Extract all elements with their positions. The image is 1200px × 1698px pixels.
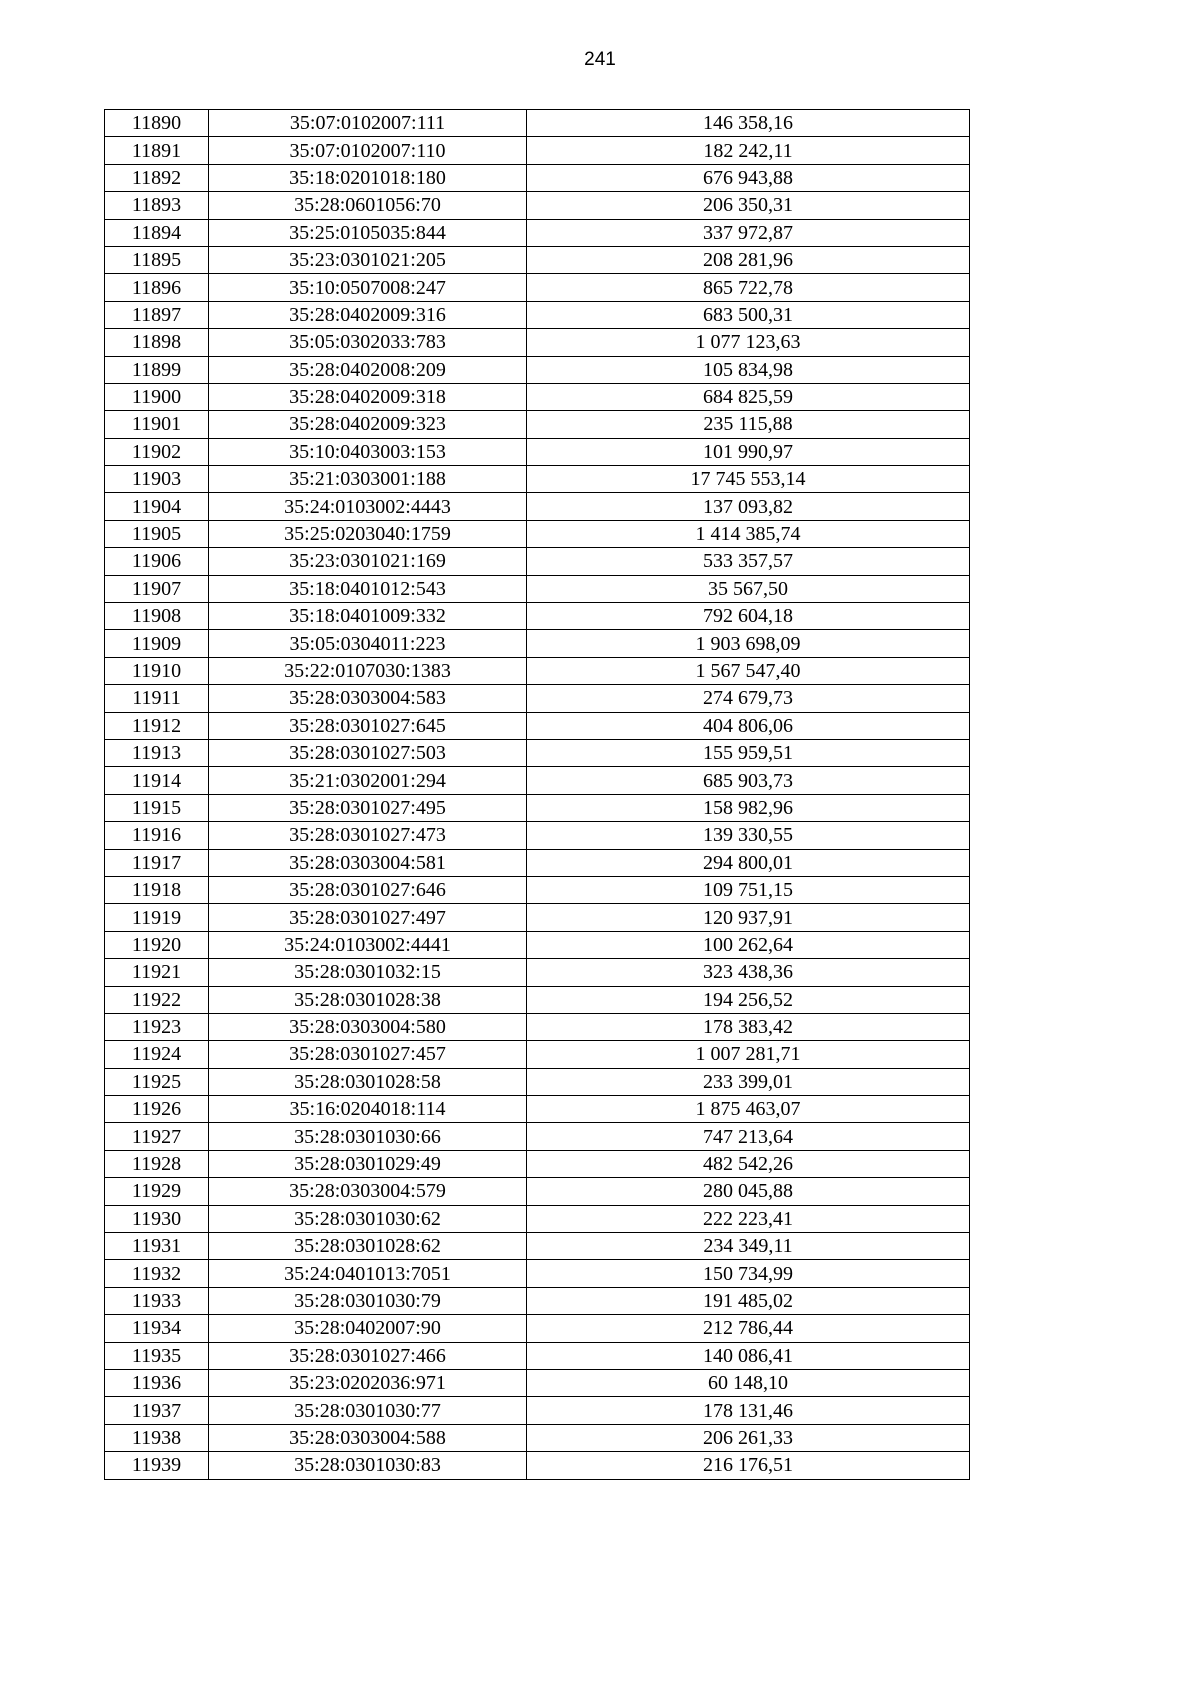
cadastral-number-cell: 35:23:0301021:205: [209, 246, 527, 273]
table-row: [105, 1123, 970, 1150]
cadastral-value-cell: 274 679,73: [527, 685, 970, 712]
row-number-cell: 11933: [105, 1287, 209, 1314]
cadastral-value-cell: 1 077 123,63: [527, 329, 970, 356]
cadastral-number-cell: 35:16:0204018:114: [209, 1096, 527, 1123]
cadastral-value-cell: 158 982,96: [527, 794, 970, 821]
cadastral-value-cell: 482 542,26: [527, 1150, 970, 1177]
table-row: [105, 1369, 970, 1396]
row-number-cell: 11938: [105, 1424, 209, 1451]
cadastral-value-cell: 865 722,78: [527, 274, 970, 301]
row-number-cell: 11899: [105, 356, 209, 383]
table-row: [105, 685, 970, 712]
cadastral-number-cell: 35:28:0301027:503: [209, 739, 527, 766]
cadastral-value-cell: 294 800,01: [527, 849, 970, 876]
row-number-cell: 11901: [105, 411, 209, 438]
cadastral-value-cell: 684 825,59: [527, 383, 970, 410]
cadastral-value-cell: 233 399,01: [527, 1068, 970, 1095]
row-number-cell: 11912: [105, 712, 209, 739]
cadastral-value-cell: 35 567,50: [527, 575, 970, 602]
table-row: [105, 739, 970, 766]
cadastral-value-cell: 1 875 463,07: [527, 1096, 970, 1123]
cadastral-number-cell: 35:24:0103002:4441: [209, 931, 527, 958]
cadastral-value-cell: 1 567 547,40: [527, 657, 970, 684]
cadastral-number-cell: 35:24:0103002:4443: [209, 493, 527, 520]
cadastral-value-cell: 206 350,31: [527, 192, 970, 219]
cadastral-value-table: [104, 109, 970, 1480]
row-number-cell: 11907: [105, 575, 209, 602]
cadastral-number-cell: 35:10:0507008:247: [209, 274, 527, 301]
row-number-cell: 11913: [105, 739, 209, 766]
cadastral-number-cell: 35:28:0301027:495: [209, 794, 527, 821]
table-row: [105, 1315, 970, 1342]
cadastral-value-cell: 216 176,51: [527, 1452, 970, 1479]
table-row: [105, 192, 970, 219]
row-number-cell: 11924: [105, 1041, 209, 1068]
cadastral-value-cell: 1 414 385,74: [527, 520, 970, 547]
cadastral-value-cell: 212 786,44: [527, 1315, 970, 1342]
cadastral-number-cell: 35:07:0102007:111: [209, 110, 527, 137]
table-row: [105, 575, 970, 602]
table-row: [105, 1452, 970, 1479]
cadastral-value-cell: 146 358,16: [527, 110, 970, 137]
table-row: [105, 137, 970, 164]
table-row: [105, 904, 970, 931]
cadastral-value-cell: 120 937,91: [527, 904, 970, 931]
row-number-cell: 11928: [105, 1150, 209, 1177]
cadastral-value-cell: 191 485,02: [527, 1287, 970, 1314]
cadastral-value-cell: 139 330,55: [527, 822, 970, 849]
cadastral-value-cell: 685 903,73: [527, 767, 970, 794]
row-number-cell: 11910: [105, 657, 209, 684]
cadastral-number-cell: 35:28:0301030:66: [209, 1123, 527, 1150]
cadastral-number-cell: 35:28:0301032:15: [209, 959, 527, 986]
row-number-cell: 11896: [105, 274, 209, 301]
cadastral-number-cell: 35:28:0301028:38: [209, 986, 527, 1013]
cadastral-value-cell: 235 115,88: [527, 411, 970, 438]
table-row: [105, 1013, 970, 1040]
cadastral-number-cell: 35:28:0303004:588: [209, 1424, 527, 1451]
table-row: [105, 356, 970, 383]
table-row: [105, 1260, 970, 1287]
cadastral-number-cell: 35:28:0601056:70: [209, 192, 527, 219]
table-row: [105, 1068, 970, 1095]
row-number-cell: 11936: [105, 1369, 209, 1396]
row-number-cell: 11927: [105, 1123, 209, 1150]
table-row: [105, 164, 970, 191]
cadastral-number-cell: 35:28:0301028:58: [209, 1068, 527, 1095]
row-number-cell: 11905: [105, 520, 209, 547]
row-number-cell: 11932: [105, 1260, 209, 1287]
row-number-cell: 11917: [105, 849, 209, 876]
row-number-cell: 11890: [105, 110, 209, 137]
cadastral-value-cell: 747 213,64: [527, 1123, 970, 1150]
row-number-cell: 11939: [105, 1452, 209, 1479]
cadastral-number-cell: 35:28:0402008:209: [209, 356, 527, 383]
cadastral-number-cell: 35:22:0107030:1383: [209, 657, 527, 684]
cadastral-number-cell: 35:28:0301027:646: [209, 876, 527, 903]
row-number-cell: 11894: [105, 219, 209, 246]
row-number-cell: 11911: [105, 685, 209, 712]
cadastral-number-cell: 35:28:0301027:497: [209, 904, 527, 931]
table-row: [105, 1424, 970, 1451]
table-row: [105, 329, 970, 356]
table-row: [105, 1287, 970, 1314]
cadastral-number-cell: 35:28:0301030:62: [209, 1205, 527, 1232]
row-number-cell: 11929: [105, 1178, 209, 1205]
table-row: [105, 383, 970, 410]
cadastral-number-cell: 35:25:0203040:1759: [209, 520, 527, 547]
table-row: [105, 630, 970, 657]
cadastral-number-cell: 35:07:0102007:110: [209, 137, 527, 164]
cadastral-value-cell: 155 959,51: [527, 739, 970, 766]
cadastral-value-cell: 208 281,96: [527, 246, 970, 273]
table-row: [105, 1397, 970, 1424]
row-number-cell: 11934: [105, 1315, 209, 1342]
table-row: [105, 438, 970, 465]
cadastral-number-cell: 35:28:0402009:316: [209, 301, 527, 328]
cadastral-number-cell: 35:28:0402009:318: [209, 383, 527, 410]
table-row: [105, 246, 970, 273]
table-row: [105, 712, 970, 739]
cadastral-value-cell: 1 903 698,09: [527, 630, 970, 657]
row-number-cell: 11897: [105, 301, 209, 328]
row-number-cell: 11926: [105, 1096, 209, 1123]
cadastral-number-cell: 35:28:0301028:62: [209, 1233, 527, 1260]
cadastral-number-cell: 35:28:0301030:77: [209, 1397, 527, 1424]
cadastral-number-cell: 35:28:0301030:79: [209, 1287, 527, 1314]
table-row: [105, 466, 970, 493]
row-number-cell: 11925: [105, 1068, 209, 1095]
table-row: [105, 1342, 970, 1369]
cadastral-value-cell: 323 438,36: [527, 959, 970, 986]
row-number-cell: 11909: [105, 630, 209, 657]
row-number-cell: 11891: [105, 137, 209, 164]
cadastral-value-cell: 533 357,57: [527, 548, 970, 575]
cadastral-value-cell: 222 223,41: [527, 1205, 970, 1232]
cadastral-number-cell: 35:28:0303004:579: [209, 1178, 527, 1205]
cadastral-number-cell: 35:18:0201018:180: [209, 164, 527, 191]
cadastral-number-cell: 35:28:0303004:583: [209, 685, 527, 712]
cadastral-value-cell: 178 383,42: [527, 1013, 970, 1040]
row-number-cell: 11893: [105, 192, 209, 219]
cadastral-value-cell: 206 261,33: [527, 1424, 970, 1451]
row-number-cell: 11895: [105, 246, 209, 273]
cadastral-value-cell: 140 086,41: [527, 1342, 970, 1369]
table-row: [105, 1205, 970, 1232]
cadastral-value-cell: 792 604,18: [527, 603, 970, 630]
cadastral-value-cell: 683 500,31: [527, 301, 970, 328]
row-number-cell: 11904: [105, 493, 209, 520]
cadastral-value-cell: 234 349,11: [527, 1233, 970, 1260]
table-row: [105, 274, 970, 301]
row-number-cell: 11918: [105, 876, 209, 903]
cadastral-value-cell: 404 806,06: [527, 712, 970, 739]
table-row: [105, 986, 970, 1013]
table-row: [105, 1233, 970, 1260]
table-row: [105, 1041, 970, 1068]
table-row: [105, 219, 970, 246]
table-row: [105, 493, 970, 520]
cadastral-value-cell: 337 972,87: [527, 219, 970, 246]
row-number-cell: 11906: [105, 548, 209, 575]
row-number-cell: 11900: [105, 383, 209, 410]
row-number-cell: 11898: [105, 329, 209, 356]
table-row: [105, 767, 970, 794]
cadastral-number-cell: 35:23:0301021:169: [209, 548, 527, 575]
cadastral-value-cell: 60 148,10: [527, 1369, 970, 1396]
cadastral-value-cell: 137 093,82: [527, 493, 970, 520]
cadastral-number-cell: 35:10:0403003:153: [209, 438, 527, 465]
cadastral-value-cell: 101 990,97: [527, 438, 970, 465]
table-row: [105, 849, 970, 876]
table-row: [105, 603, 970, 630]
cadastral-value-cell: 280 045,88: [527, 1178, 970, 1205]
table-row: [105, 110, 970, 137]
cadastral-number-cell: 35:28:0301027:466: [209, 1342, 527, 1369]
row-number-cell: 11902: [105, 438, 209, 465]
cadastral-number-cell: 35:25:0105035:844: [209, 219, 527, 246]
cadastral-number-cell: 35:28:0301027:457: [209, 1041, 527, 1068]
row-number-cell: 11915: [105, 794, 209, 821]
cadastral-number-cell: 35:21:0302001:294: [209, 767, 527, 794]
row-number-cell: 11930: [105, 1205, 209, 1232]
row-number-cell: 11921: [105, 959, 209, 986]
cadastral-value-cell: 105 834,98: [527, 356, 970, 383]
table-row: [105, 520, 970, 547]
cadastral-number-cell: 35:05:0304011:223: [209, 630, 527, 657]
cadastral-value-cell: 150 734,99: [527, 1260, 970, 1287]
row-number-cell: 11892: [105, 164, 209, 191]
table-row: [105, 959, 970, 986]
table-row: [105, 1150, 970, 1177]
table-row: [105, 931, 970, 958]
cadastral-value-cell: 676 943,88: [527, 164, 970, 191]
table-row: [105, 1096, 970, 1123]
cadastral-number-cell: 35:23:0202036:971: [209, 1369, 527, 1396]
cadastral-number-cell: 35:28:0402007:90: [209, 1315, 527, 1342]
cadastral-value-cell: 100 262,64: [527, 931, 970, 958]
cadastral-number-cell: 35:28:0301030:83: [209, 1452, 527, 1479]
cadastral-value-cell: 17 745 553,14: [527, 466, 970, 493]
row-number-cell: 11920: [105, 931, 209, 958]
cadastral-number-cell: 35:05:0302033:783: [209, 329, 527, 356]
cadastral-value-cell: 182 242,11: [527, 137, 970, 164]
table-row: [105, 657, 970, 684]
cadastral-value-cell: 178 131,46: [527, 1397, 970, 1424]
cadastral-value-cell: 1 007 281,71: [527, 1041, 970, 1068]
row-number-cell: 11903: [105, 466, 209, 493]
cadastral-number-cell: 35:28:0402009:323: [209, 411, 527, 438]
table-row: [105, 822, 970, 849]
page-number: 241: [584, 49, 616, 70]
cadastral-number-cell: 35:28:0303004:580: [209, 1013, 527, 1040]
row-number-cell: 11914: [105, 767, 209, 794]
row-number-cell: 11923: [105, 1013, 209, 1040]
row-number-cell: 11937: [105, 1397, 209, 1424]
row-number-cell: 11931: [105, 1233, 209, 1260]
row-number-cell: 11908: [105, 603, 209, 630]
cadastral-number-cell: 35:18:0401012:543: [209, 575, 527, 602]
cadastral-value-cell: 194 256,52: [527, 986, 970, 1013]
table-row: [105, 548, 970, 575]
row-number-cell: 11935: [105, 1342, 209, 1369]
cadastral-number-cell: 35:18:0401009:332: [209, 603, 527, 630]
table-row: [105, 411, 970, 438]
table-row: [105, 1178, 970, 1205]
cadastral-number-cell: 35:24:0401013:7051: [209, 1260, 527, 1287]
row-number-cell: 11922: [105, 986, 209, 1013]
table-row: [105, 876, 970, 903]
table-row: [105, 301, 970, 328]
table-row: [105, 794, 970, 821]
table-body: [105, 110, 970, 1480]
cadastral-number-cell: 35:28:0303004:581: [209, 849, 527, 876]
cadastral-number-cell: 35:28:0301029:49: [209, 1150, 527, 1177]
cadastral-number-cell: 35:28:0301027:473: [209, 822, 527, 849]
row-number-cell: 11919: [105, 904, 209, 931]
cadastral-value-cell: 109 751,15: [527, 876, 970, 903]
cadastral-number-cell: 35:28:0301027:645: [209, 712, 527, 739]
cadastral-number-cell: 35:21:0303001:188: [209, 466, 527, 493]
row-number-cell: 11916: [105, 822, 209, 849]
